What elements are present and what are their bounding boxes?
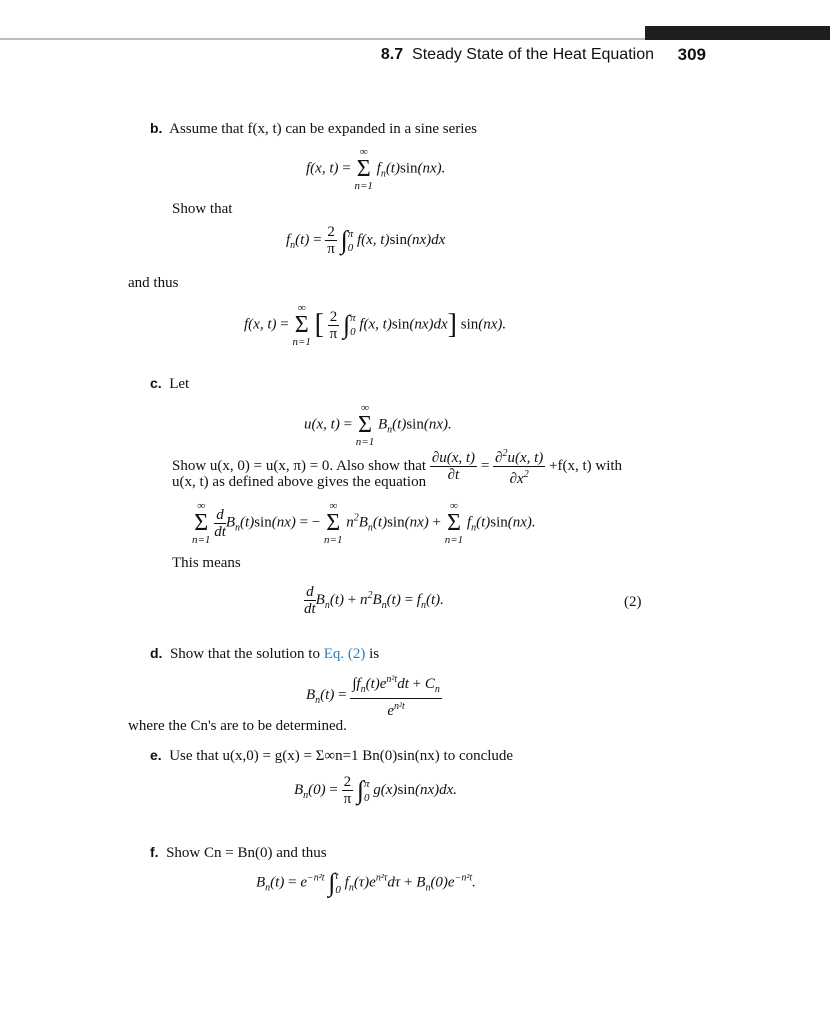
part-c-text: Let — [169, 376, 190, 392]
part-e-text: Use that u(x,0) = g(x) = Σ∞n=1 Bn(0)sin(nx) to conclude — [169, 748, 514, 764]
part-c-show-text: Show u(x, 0) = u(x, π) = 0. Also show that — [172, 457, 427, 474]
equation-u-series: u(x, t) = ∞ Σ n=1 $B_n(t)\sin(nx)$. — [304, 402, 452, 448]
part-b-show-that: Show that — [172, 201, 233, 217]
eq-2-link[interactable]: Eq. (2) — [323, 646, 366, 662]
equation-bn-final: $B_n(t) = e^{-n^2t}$ ∫t 0 $f_n(\tau)e^{n^2\tau}d\tau + B_n(0)e^{-n^2t}$. — [256, 868, 476, 897]
part-b-intro — [150, 120, 477, 138]
part-f-text: Show Cn = Bn(0) and thus — [166, 845, 327, 861]
part-d-text: Show that the solution to — [169, 646, 320, 662]
part-c-this-means: This means — [172, 555, 241, 571]
section-title: Steady State of the Heat Equation — [412, 46, 654, 63]
equation-fn-coefficient: $f_n(t)$ = $\frac{2}{\pi}$ ∫π 0 f(x, t)sin(nx)dx — [286, 224, 446, 257]
part-c-intro — [150, 375, 189, 393]
equation-pde-series: ∞ Σ n=1 $\frac{d}{dt}$ $B_n(t)\sin(nx)$ = − ∞ Σ n=1 $n^2B_n(t)\sin(nx)$ + ∞ Σ n=1 $f_n(t)\sin(nx)$. — [192, 500, 536, 546]
equation-f-expansion: f(x, t) = ∞ Σ n=1 [ $\frac{2}{\pi}$ ∫π 0 f(x, t)sin(nx)dx] sin(nx). — [244, 302, 507, 348]
section-heading — [381, 46, 654, 64]
header-block — [645, 26, 830, 40]
equation-sine-series: f(x, t) = ∞ Σ n=1 $f_n(t)\sin(nx)$. — [306, 146, 446, 192]
equation-bn-initial: $B_n(0)$ = $\frac{2}{\pi}$ ∫π 0 g(x)sin(nx)dx. — [294, 774, 458, 807]
part-d-intro — [150, 645, 379, 663]
part-c-show-tail: +f(x, t) with — [549, 457, 623, 474]
part-f-intro — [150, 844, 327, 862]
part-d-label: d. — [150, 645, 163, 661]
part-e-intro — [150, 747, 513, 765]
section-number: 8.7 — [380, 46, 404, 63]
running-header — [0, 44, 706, 68]
equation-number: (2) — [624, 594, 642, 610]
equation-ode: $\frac{d}{dt}$ $B_n(t) + n^2B_n(t) = f_n(t)$. — [304, 584, 444, 617]
part-d-where: where the Cn's are to be determined. — [128, 718, 347, 734]
equation-bn-solution: $B_n(t)$ = $\frac{\int f_n(t)e^{n^2t}dt + C_n}{e^{n^2t}}$ — [306, 674, 440, 719]
part-b-label: b. — [150, 120, 163, 136]
part-f-label: f. — [150, 844, 159, 860]
part-d-text-tail: is — [369, 646, 380, 662]
part-c-show-line1: Show u(x, 0) = u(x, π) = 0. Also show that $\frac{\partial u(x, t)}{\partial t}$ = $\frac{\partial^2u(x, t)}{\partial x^2}$ +f(x, t) with — [172, 448, 623, 487]
part-b-and-thus: and thus — [128, 275, 179, 291]
part-c-label: c. — [150, 375, 162, 391]
part-e-label: e. — [150, 747, 162, 763]
part-c-show-line2: u(x, t) as defined above gives the equation — [172, 474, 427, 490]
page-number: 309 — [677, 45, 706, 64]
part-b-text: Assume that f(x, t) can be expanded in a sine series — [169, 121, 477, 137]
